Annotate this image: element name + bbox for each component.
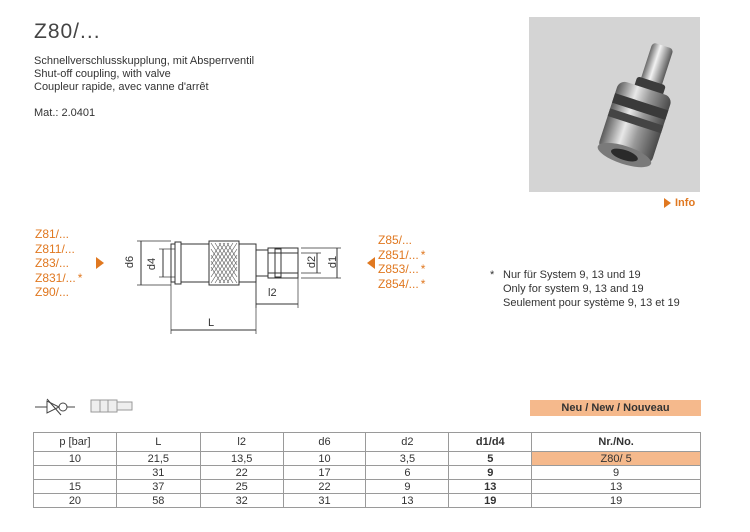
table-cell: 32 (200, 494, 283, 508)
table-cell (34, 466, 117, 480)
table-cell: 21,5 (116, 452, 200, 466)
footnote-star: * (420, 262, 426, 276)
table-header-row (34, 433, 701, 452)
table-cell: 20 (34, 494, 117, 508)
col-header: d1/d4 (449, 433, 532, 452)
list-item[interactable]: Z90/... (35, 285, 70, 299)
footnote-star: * (420, 276, 426, 291)
list-item[interactable]: Z81/... (35, 227, 70, 241)
arrow-right-icon (96, 257, 104, 269)
dim-label-d4: d4 (146, 257, 159, 271)
table-cell: 9 (449, 466, 532, 480)
info-label: Info (675, 197, 696, 209)
description-de: Schnellverschlusskupplung, mit Absperrventil (34, 55, 255, 67)
table-cell: 9 (366, 480, 449, 494)
table-cell-new[interactable]: Z80/ 5 (532, 452, 701, 466)
list-item[interactable]: Z851/... * (378, 247, 426, 262)
table-cell: 10 (283, 452, 366, 466)
dim-label-l2: l2 (268, 287, 277, 299)
dim-label-d1: d1 (327, 255, 340, 269)
spec-table (33, 432, 701, 508)
description-en: Shut-off coupling, with valve (34, 68, 171, 80)
arrow-left-icon (367, 257, 375, 269)
table-row (34, 480, 701, 494)
table-cell[interactable]: 9 (532, 466, 701, 480)
product-photo (529, 17, 700, 192)
dim-label-L: L (208, 317, 215, 329)
table-cell: 13 (449, 480, 532, 494)
table-cell: 58 (116, 494, 200, 508)
table-row (34, 494, 701, 508)
col-header: Nr./No. (532, 433, 701, 452)
table-cell[interactable]: 19 (532, 494, 701, 508)
col-header: p [bar] (34, 433, 117, 452)
compatible-list-right (378, 233, 425, 291)
col-header: d2 (366, 433, 449, 452)
compatible-list-left (35, 227, 82, 300)
footnote-star: * (490, 269, 495, 281)
table-cell: 10 (34, 452, 117, 466)
table-row (34, 466, 701, 480)
list-item[interactable]: Z853/... * (378, 262, 426, 276)
table-cell: 5 (449, 452, 532, 466)
table-cell[interactable]: 13 (532, 480, 701, 494)
footnote-text (503, 268, 680, 310)
footnote-line-de: Nur für System 9, 13 und 19 (503, 269, 641, 281)
arrow-right-icon (664, 198, 671, 208)
table-cell: 19 (449, 494, 532, 508)
footnote-star: * (77, 270, 83, 285)
table-cell: 13 (366, 494, 449, 508)
table-cell: 31 (283, 494, 366, 508)
dim-label-d2: d2 (306, 255, 319, 269)
table-cell: 3,5 (366, 452, 449, 466)
coupling-icon (90, 397, 134, 415)
col-header: L (116, 433, 200, 452)
footnote-line-fr: Seulement pour système 9, 13 et 19 (503, 297, 680, 309)
page-title: Z80/... (34, 20, 101, 43)
list-item[interactable]: Z83/... (35, 256, 70, 270)
info-link[interactable] (664, 197, 695, 209)
table-cell: 15 (34, 480, 117, 494)
table-cell: 37 (116, 480, 200, 494)
col-header: l2 (200, 433, 283, 452)
list-item[interactable]: Z831/... * (35, 270, 83, 285)
description-fr: Coupleur rapide, avec vanne d'arrêt (34, 81, 209, 93)
table-cell: 22 (283, 480, 366, 494)
material-number: Mat.: 2.0401 (34, 107, 96, 119)
list-item[interactable]: Z854/... * (378, 276, 426, 291)
table-cell: 17 (283, 466, 366, 480)
table-cell: 25 (200, 480, 283, 494)
table-row (34, 452, 701, 466)
table-cell: 13,5 (200, 452, 283, 466)
new-badge: Neu / New / Nouveau (530, 400, 701, 416)
list-item[interactable]: Z85/... (378, 233, 413, 247)
table-cell: 22 (200, 466, 283, 480)
technical-drawing (115, 222, 365, 342)
footnote-line-en: Only for system 9, 13 and 19 (503, 283, 644, 295)
list-item[interactable]: Z811/... (35, 241, 75, 256)
table-cell: 6 (366, 466, 449, 480)
table-cell: 31 (116, 466, 200, 480)
footnote-star: * (420, 247, 426, 262)
dim-label-d6: d6 (124, 255, 137, 269)
check-valve-symbol-icon (35, 397, 75, 417)
col-header: d6 (283, 433, 366, 452)
